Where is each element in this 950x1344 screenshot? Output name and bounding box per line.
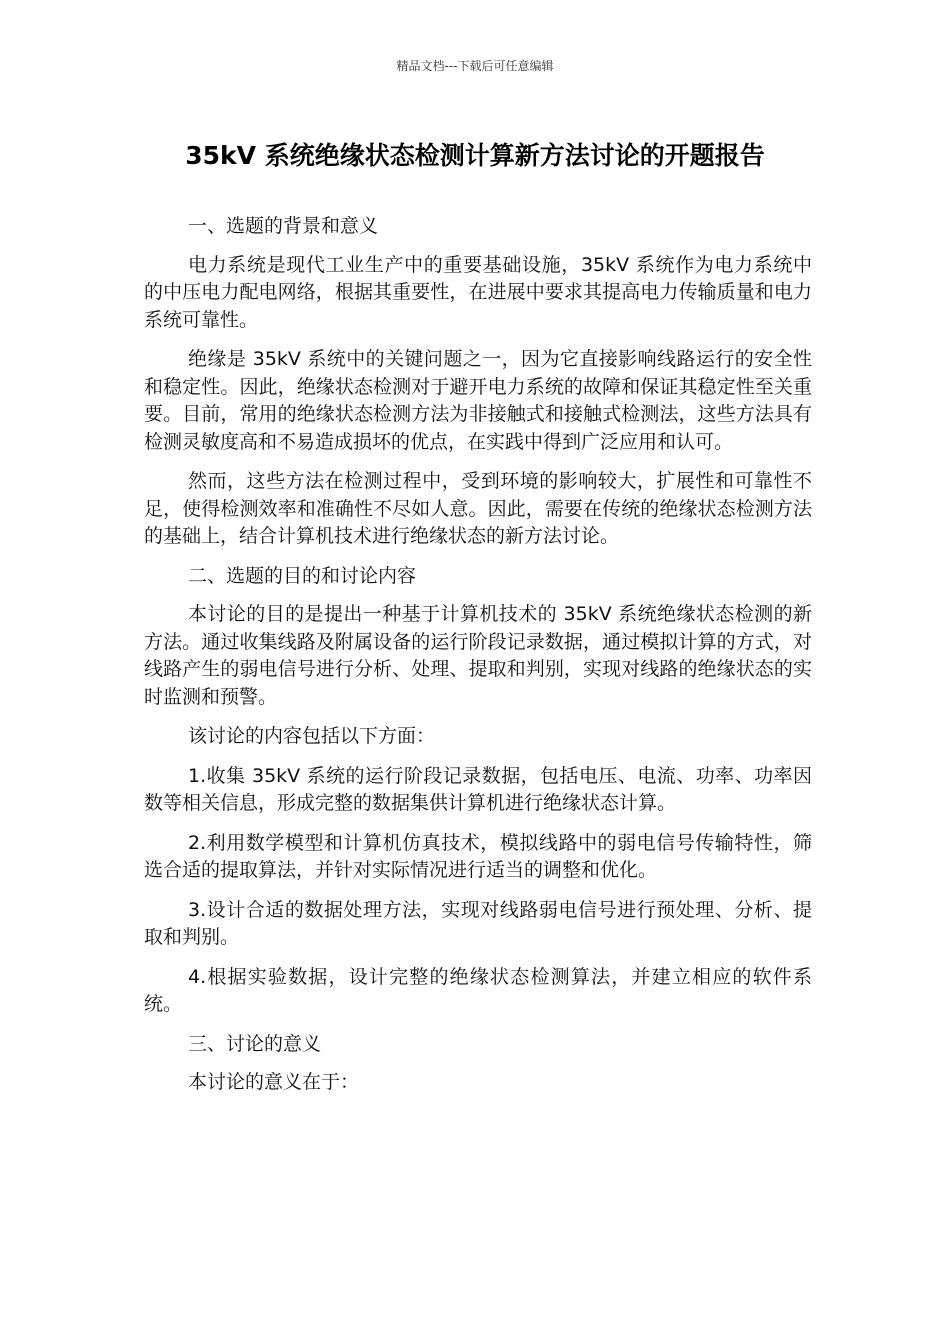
list-item-3: 3.设计合适的数据处理方法，实现对线路弱电信号进行预处理、分析、提取和判别。 — [144, 898, 812, 948]
section-heading-significance: 三、讨论的意义 — [188, 1032, 322, 1055]
paragraph-significance-intro: 本讨论的意义在于： — [188, 1071, 360, 1093]
list-item-4: 4.根据实验数据，设计完整的绝缘状态检测算法，并建立相应的软件系统。 — [144, 965, 812, 1015]
document-body — [144, 213, 812, 1109]
section-heading-purpose: 二、选题的目的和讨论内容 — [188, 564, 417, 587]
paragraph-limitations: 然而，这些方法在检测过程中，受到环境的影响较大，扩展性和可靠性不足，使得检测效率和准确性不尽如人意。因此，需要在传统的绝缘状态检测方法的基础上，结合计算机技术进行绝缘状态的新方法讨论。 — [144, 470, 812, 547]
list-item-2: 2.利用数学模型和计算机仿真技术，模拟线路中的弱电信号传输特性，筛选合适的提取算法，并针对实际情况进行适当的调整和优化。 — [144, 831, 812, 881]
paragraph-insulation: 绝缘是 35kV 系统中的关键问题之一，因为它直接影响线路运行的安全性和稳定性。因此，绝缘状态检测对于避开电力系统的故障和保证其稳定性至关重要。目前，常用的绝缘状态检测方法为非接触式和接触式检测法，这些方法具有检测灵敏度高和不易造成损坏的优点，在实践中得到广泛应用和认可。 — [144, 348, 812, 453]
paragraph-purpose: 本讨论的目的是提出一种基于计算机技术的 35kV 系统绝缘状态检测的新方法。通过收集线路及附属设备的运行阶段记录数据，通过模拟计算的方式，对线路产生的弱电信号进行分析、处理、提取和判别，实现对线路的绝缘状态的实时监测和预警。 — [144, 603, 812, 708]
paragraph-content-intro: 该讨论的内容包括以下方面： — [188, 725, 436, 747]
section-heading-background: 一、选题的背景和意义 — [188, 215, 379, 237]
paragraph-power-system: 电力系统是现代工业生产中的重要基础设施，35kV 系统作为电力系统中的中压电力配电网络，根据其重要性，在进展中要求其提高电力传输质量和电力系统可靠性。 — [144, 253, 812, 331]
page-header: 精品文档---下载后可任意编辑 — [396, 59, 554, 73]
list-item-1: 1.收集 35kV 系统的运行阶段记录数据，包括电压、电流、功率、功率因数等相关信息，形成完整的数据集供计算机进行绝缘状态计算。 — [144, 764, 812, 814]
document-title: 35kV 系统绝缘状态检测计算新方法讨论的开题报告 — [185, 141, 765, 170]
